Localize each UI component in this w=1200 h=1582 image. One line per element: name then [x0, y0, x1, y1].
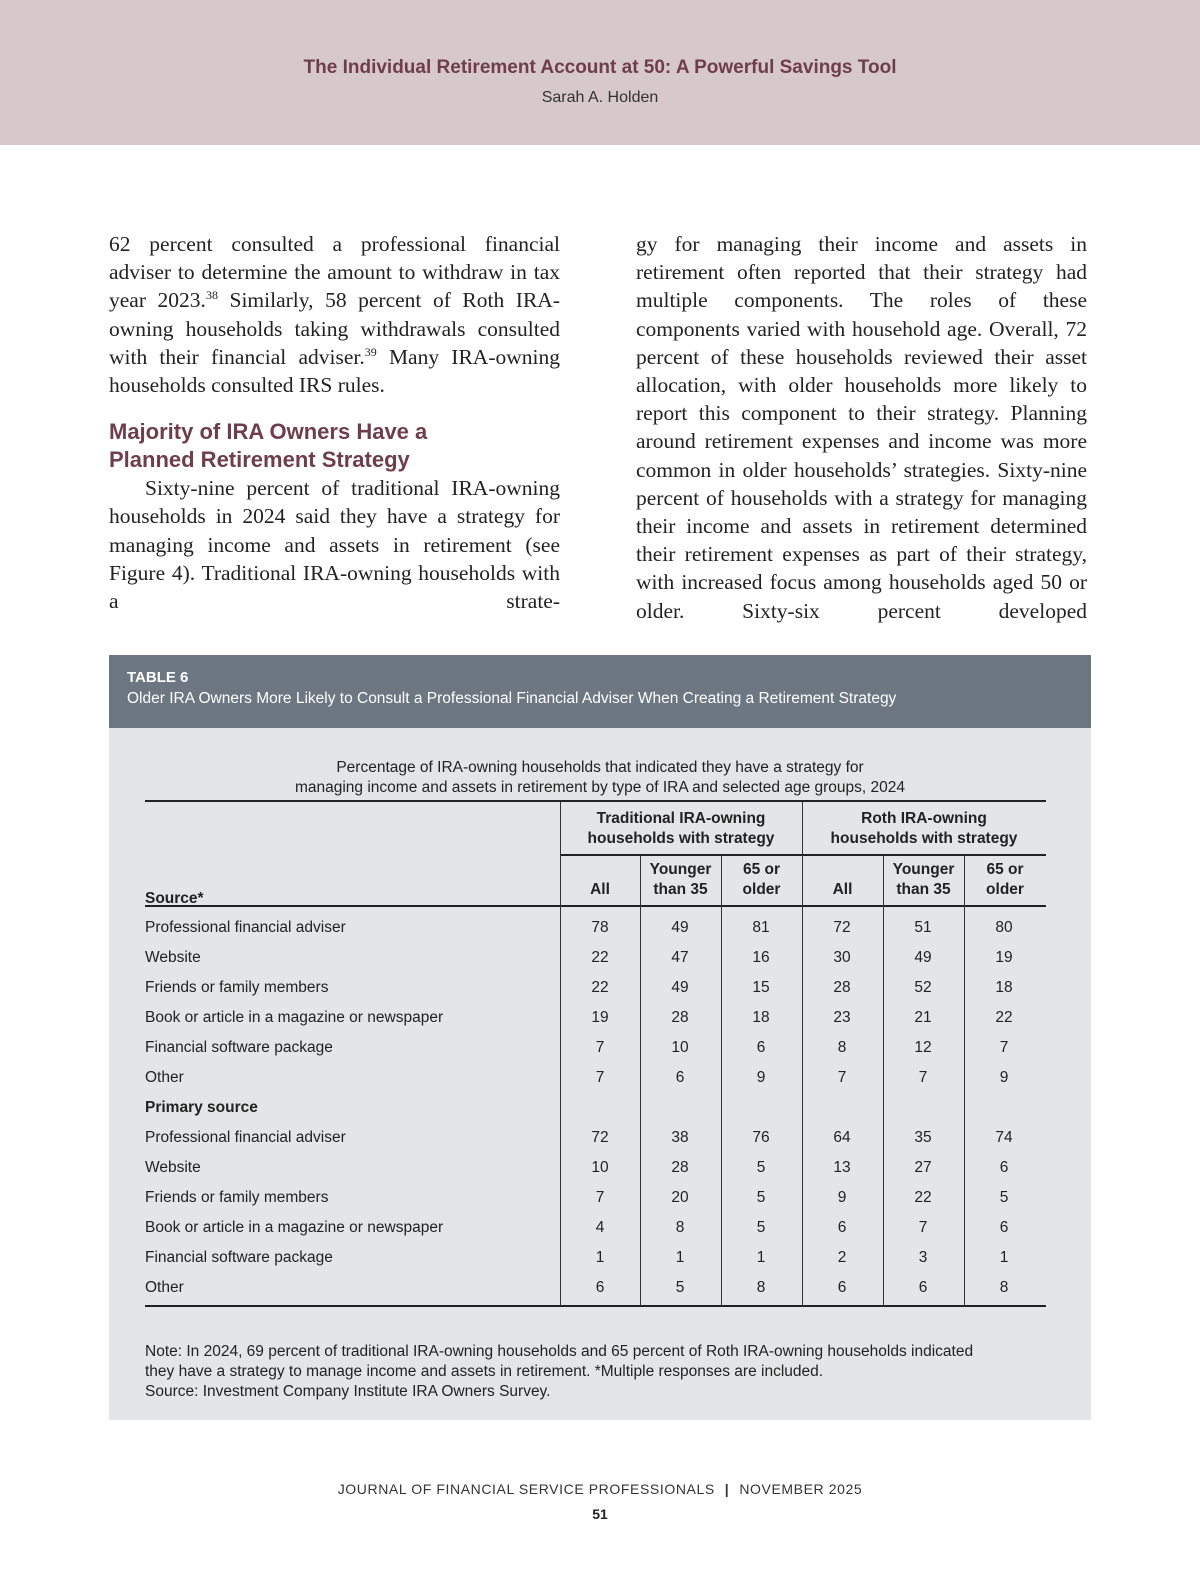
col-header-younger-line-2: than 35	[653, 881, 708, 898]
col-header-roth-all: All	[832, 881, 853, 898]
table-row	[109, 1064, 1091, 1094]
left-paragraph-1	[109, 230, 560, 399]
table-note-line-2: they have a strategy to manage income and assets in retirement. *Multiple responses are included.	[145, 1363, 824, 1380]
table-cell: 12	[914, 1039, 932, 1056]
table-cell: 8	[756, 1279, 766, 1296]
table-cell: 22	[591, 979, 609, 996]
table-cell: 64	[833, 1129, 851, 1146]
table-cell: 81	[752, 919, 770, 936]
table-caption: Older IRA Owners More Likely to Consult a Professional Financial Adviser When Creating a Retirement Strategy	[127, 690, 897, 707]
table-row-label: Financial software package	[145, 1249, 333, 1266]
group-header-traditional-line-2: households with strategy	[587, 830, 775, 847]
table-row	[109, 1004, 1091, 1034]
page-number: 51	[592, 1506, 608, 1522]
section-heading-line-1: Majority of IRA Owners Have a	[109, 419, 428, 445]
table-cell: 5	[756, 1189, 766, 1206]
table-cell: 2	[837, 1249, 847, 1266]
table-cell: 9	[756, 1069, 766, 1086]
table-cell: 28	[833, 979, 851, 996]
footer-date: NOVEMBER 2025	[739, 1481, 863, 1497]
running-title: The Individual Retirement Account at 50: A Powerful Savings Tool	[303, 57, 897, 78]
table-row-label: Other	[145, 1279, 184, 1296]
table-cell: 38	[671, 1129, 689, 1146]
table-row-label: Book or article in a magazine or newspaper	[145, 1219, 444, 1236]
table-row-label: Website	[145, 1159, 201, 1176]
col-header-older-line-2: older	[742, 881, 781, 898]
col-header-traditional-older	[721, 860, 802, 900]
table-cell: 74	[995, 1129, 1013, 1146]
table-cell: 20	[671, 1189, 689, 1206]
table-cell: 72	[591, 1129, 609, 1146]
table-note-line-1: Note: In 2024, 69 percent of traditional IRA-owning households and 65 percent of Roth IRA-owning households indicated	[145, 1343, 974, 1360]
table-cell: 9	[837, 1189, 847, 1206]
table-cell: 22	[914, 1189, 932, 1206]
table-row-label: Financial software package	[145, 1039, 333, 1056]
table-cell: 30	[833, 949, 851, 966]
table-cell: 72	[833, 919, 851, 936]
table-label: TABLE 6	[127, 669, 189, 686]
col-header-younger-line-1: Younger	[649, 861, 712, 878]
table-section-label: Primary source	[145, 1099, 258, 1116]
table-cell: 51	[914, 919, 932, 936]
table-row-label: Website	[145, 949, 201, 966]
table-cell: 1	[999, 1249, 1009, 1266]
table-cell: 7	[837, 1069, 847, 1086]
group-header-roth-line-2: households with strategy	[830, 830, 1018, 847]
table-cell: 5	[756, 1159, 766, 1176]
table-header-bar	[109, 655, 1091, 728]
source-column-header: Source*	[145, 890, 204, 907]
table-row	[109, 1154, 1091, 1184]
table-cell: 4	[595, 1219, 605, 1236]
table-panel	[109, 728, 1091, 1420]
right-paragraph-1: gy for managing their income and assets in retirement often reported that their strategy had multiple components. The roles of these components varied with household age. Overall, 72 percent of these households reviewed their asset allocation, with older households more likely to report this component to their strategy. Planning around retirement expenses and income was more common in older households’ strategies. Sixty-nine percent of households with a strategy for managing their income and assets in retirement determined their retirement expenses as part of their strategy, with increased focus among households aged 50 or older. Sixty-six percent developed	[636, 232, 1087, 623]
table-row-label: Book or article in a magazine or newspaper	[145, 1009, 444, 1026]
footnote-39: 39	[364, 344, 377, 359]
group-header-traditional-line-1: Traditional IRA-owning	[596, 810, 766, 827]
table-cell: 19	[995, 949, 1013, 966]
col-header-traditional-all: All	[590, 881, 610, 898]
col-header-roth-older-line-1: 65 or	[986, 861, 1024, 878]
section-heading	[109, 418, 560, 474]
table-cell: 6	[999, 1219, 1009, 1236]
table-header-rule	[145, 905, 1046, 907]
col-header-roth-younger-line-2: than 35	[896, 881, 951, 898]
table-cell: 5	[756, 1219, 766, 1236]
table-cell: 22	[995, 1009, 1013, 1026]
section-heading-line-2: Planned Retirement Strategy	[109, 447, 410, 473]
table-cell: 1	[756, 1249, 766, 1266]
footer-separator: |	[724, 1481, 730, 1497]
table-cell: 6	[756, 1039, 766, 1056]
table-cell: 80	[995, 919, 1013, 936]
table-cell: 7	[595, 1069, 605, 1086]
table-cell: 49	[671, 979, 689, 996]
table-cell: 6	[675, 1069, 685, 1086]
table-cell: 76	[752, 1129, 770, 1146]
left-paragraph-1-a: 62 percent consulted a professional financial adviser to determine the amount to withdraw in tax year 2023.	[109, 232, 560, 313]
table-cell: 10	[671, 1039, 689, 1056]
table-cell: 22	[591, 949, 609, 966]
table-cell: 18	[752, 1009, 770, 1026]
table-cell: 6	[999, 1159, 1009, 1176]
table-cell: 8	[999, 1279, 1009, 1296]
table-row	[109, 1244, 1091, 1274]
left-paragraph-2: Sixty-nine percent of traditional IRA-owning households in 2024 said they have a strategy for managing income and assets in retirement (see Figure 4). Traditional IRA-owning households with a strate-	[109, 476, 560, 614]
table-cell: 6	[837, 1279, 847, 1296]
table-cell: 3	[918, 1249, 928, 1266]
page-header	[0, 0, 1200, 145]
table-cell: 15	[752, 979, 770, 996]
table-source-line: Source: Investment Company Institute IRA Owners Survey.	[145, 1383, 551, 1400]
table-bottom-rule	[145, 1305, 1046, 1307]
table-subtitle-line-2: managing income and assets in retirement by type of IRA and selected age groups, 2024	[294, 779, 906, 796]
table-cell: 27	[914, 1159, 932, 1176]
group-header-roth-line-1: Roth IRA-owning	[861, 810, 987, 827]
table-row	[109, 914, 1091, 944]
table-cell: 28	[671, 1159, 689, 1176]
left-column	[109, 230, 560, 615]
table-cell: 7	[918, 1069, 928, 1086]
table-subtitle-line-1: Percentage of IRA-owning households that indicated they have a strategy for	[336, 759, 864, 776]
table-cell: 52	[914, 979, 932, 996]
table-row-label: Friends or family members	[145, 979, 329, 996]
table-top-rule	[145, 800, 1046, 802]
table-row	[109, 944, 1091, 974]
page-footer	[0, 1481, 1200, 1497]
left-paragraph-1-c: Many IRA-owning households consulted IRS rules.	[109, 344, 560, 398]
running-author: Sarah A. Holden	[541, 89, 659, 106]
left-paragraph-1-b: Similarly, 58 percent of Roth IRA-owning households taking withdrawals consulted with their financial adviser.	[109, 288, 560, 369]
table-row-label: Friends or family members	[145, 1189, 329, 1206]
table-row	[109, 1184, 1091, 1214]
group1-rule	[560, 854, 802, 856]
table-cell: 49	[914, 949, 932, 966]
table-cell: 28	[671, 1009, 689, 1026]
table-cell: 7	[999, 1039, 1009, 1056]
col-header-traditional-younger	[640, 860, 721, 900]
table-cell: 23	[833, 1009, 851, 1026]
table-cell: 8	[837, 1039, 847, 1056]
footer-journal: JOURNAL OF FINANCIAL SERVICE PROFESSIONALS	[337, 1481, 715, 1497]
table-cell: 13	[833, 1159, 851, 1176]
table-cell: 35	[914, 1129, 932, 1146]
table-row	[109, 1034, 1091, 1064]
col-header-roth-older-line-2: older	[986, 881, 1024, 898]
right-column	[636, 230, 1087, 625]
col-header-roth-older	[964, 860, 1046, 900]
table-cell: 7	[918, 1219, 928, 1236]
table-row-label: Professional financial adviser	[145, 919, 346, 936]
table-cell: 7	[595, 1039, 605, 1056]
table-cell: 6	[595, 1279, 605, 1296]
table-row-label: Professional financial adviser	[145, 1129, 346, 1146]
table-cell: 1	[595, 1249, 605, 1266]
table-cell: 5	[999, 1189, 1009, 1206]
table-cell: 10	[591, 1159, 609, 1176]
table-cell: 8	[675, 1219, 685, 1236]
table-row	[109, 1274, 1091, 1304]
table-cell: 16	[752, 949, 770, 966]
table-cell: 49	[671, 919, 689, 936]
table-note	[145, 1342, 1065, 1402]
table-cell: 47	[671, 949, 689, 966]
table-cell: 1	[675, 1249, 685, 1266]
group2-rule	[802, 854, 1046, 856]
table-row	[109, 1124, 1091, 1154]
table-cell: 5	[675, 1279, 685, 1296]
col-header-roth-younger	[883, 860, 964, 900]
table-cell: 6	[837, 1219, 847, 1236]
table-cell: 9	[999, 1069, 1009, 1086]
group-header-roth	[802, 809, 1046, 849]
table-subtitle	[109, 758, 1091, 798]
footnote-38: 38	[205, 288, 218, 303]
table-cell: 78	[591, 919, 609, 936]
table-row	[109, 974, 1091, 1004]
table-cell: 21	[914, 1009, 932, 1026]
table-cell: 7	[595, 1189, 605, 1206]
group-header-traditional	[560, 809, 802, 849]
table-cell: 19	[591, 1009, 609, 1026]
col-header-older-line-1: 65 or	[742, 861, 781, 878]
table-row	[109, 1214, 1091, 1244]
table-row	[109, 1094, 1091, 1124]
table-cell: 18	[995, 979, 1013, 996]
table-cell: 6	[918, 1279, 928, 1296]
col-header-roth-younger-line-1: Younger	[892, 861, 955, 878]
table-row-label: Other	[145, 1069, 184, 1086]
